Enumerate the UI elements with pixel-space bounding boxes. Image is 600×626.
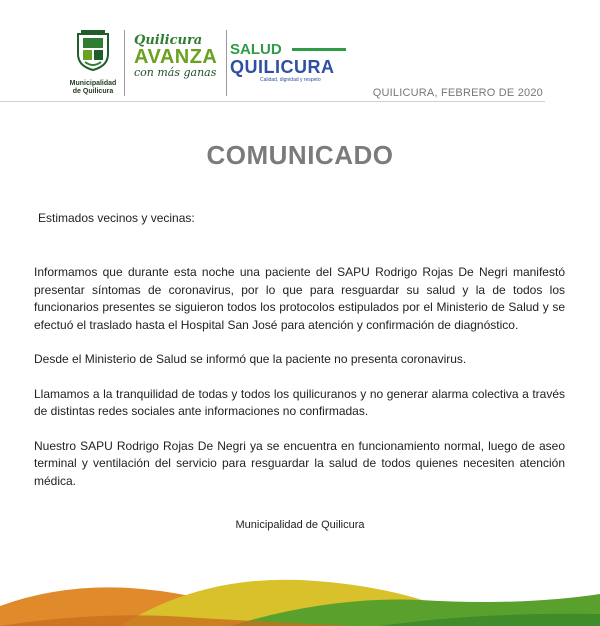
signature: Municipalidad de Quilicura bbox=[235, 519, 365, 531]
salud-accent-bar bbox=[292, 48, 346, 51]
municipality-shield-icon bbox=[75, 28, 111, 72]
letterhead bbox=[0, 0, 600, 110]
date-underline bbox=[0, 100, 545, 102]
document-title: COMUNICADO bbox=[206, 140, 394, 170]
paragraph: Informamos que durante esta noche una paciente del SAPU Rodrigo Rojas De Negri manifestó presentar síntomas de coronavirus, por lo que para resguardar su salud y la de todos los funcionarios presentes se siguieron todos los protocolos estipulados por el Ministerio de Salud y se efectuó el traslado hasta el Hospital San José para atención y confirmación de diagnóstico. bbox=[34, 265, 565, 332]
document-body bbox=[34, 264, 565, 507]
paragraph: Desde el Ministerio de Salud se informó que la paciente no presenta coronavirus. bbox=[34, 352, 467, 366]
salud-quilicura-logo: SALUD QUILICURA Calidad, dignidad y respeto bbox=[230, 42, 350, 83]
greeting: Estimados vecinos y vecinas: bbox=[38, 211, 195, 225]
quilicura-avanza-logo: Quilicura AVANZA con más ganas bbox=[134, 33, 218, 79]
header-divider bbox=[124, 30, 125, 96]
paragraph: Llamamos a la tranquilidad de todas y todos los quilicuranos y no generar alarma colectiva a través de distintas redes sociales ante informaciones no confirmadas. bbox=[34, 386, 565, 418]
municipality-name: Municipalidad de Quilicura bbox=[69, 80, 117, 95]
municipality-logo bbox=[68, 28, 118, 96]
decorative-hills bbox=[0, 566, 600, 626]
header-divider bbox=[226, 30, 227, 96]
document-date: QUILICURA, FEBRERO DE 2020 bbox=[372, 87, 543, 99]
paragraph: Nuestro SAPU Rodrigo Rojas De Negri ya se encuentra en funcionamiento normal, luego de aseo terminal y ventilación del servicio para resguardar la salud de todos quienes necesiten atención médica. bbox=[34, 438, 565, 488]
